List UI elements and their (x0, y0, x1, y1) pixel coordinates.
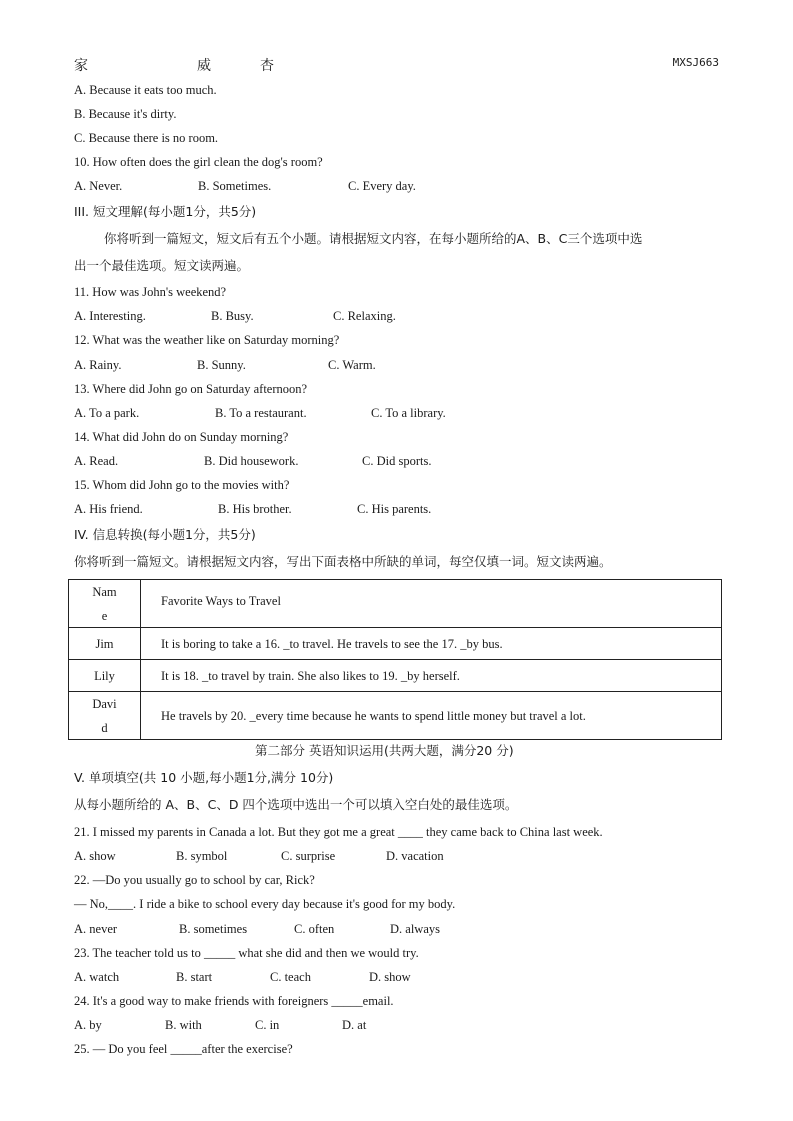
q12-option-c: C. Warm. (328, 358, 376, 372)
table-row (69, 628, 722, 660)
q11-option-b: B. Busy. (211, 309, 254, 323)
q14-option-c: C. Did sports. (362, 454, 432, 468)
q12-option-b: B. Sunny. (197, 358, 246, 372)
header-char-3: 杏 (260, 58, 274, 74)
q23-option-b: B. start (176, 970, 213, 984)
q11-stem: 11. How was John's weekend? (74, 285, 227, 299)
q14-stem: 14. What did John do on Sunday morning? (74, 430, 289, 444)
table-row (69, 692, 722, 740)
table-header-name-part1: Nam (92, 584, 117, 599)
q23-option-d: D. show (369, 970, 411, 984)
table-cell-name-part1: Davi (92, 696, 117, 711)
section3-title: III. 短文理解(每小题1分，共5分) (74, 204, 257, 219)
q11-option-a: A. Interesting. (74, 309, 146, 323)
q21-stem: 21. I missed my parents in Canada a lot. But they got me a great ____ they came back to China last week. (74, 825, 603, 839)
q15-option-c: C. His parents. (357, 502, 432, 516)
q25-stem: 25. — Do you feel _____after the exercise? (74, 1042, 293, 1056)
table-header-row (69, 580, 722, 628)
q24-option-a: A. by (74, 1018, 102, 1032)
header-char-1: 家 (74, 58, 88, 74)
q24-option-d: D. at (342, 1018, 367, 1032)
q21-option-c: C. surprise (281, 849, 336, 863)
table-header-name (69, 580, 141, 628)
q10-option-b: B. Sometimes. (198, 179, 272, 193)
q10-stem: 10. How often does the girl clean the dog's room? (74, 155, 323, 169)
part2-title: 第二部分 英语知识运用(共两大题，满分20 分) (255, 743, 514, 758)
q15-option-b: B. His brother. (218, 502, 292, 516)
section4-instruction: 你将听到一篇短文。请根据短文内容，写出下面表格中所缺的单词，每空仅填一词。短文读两遍。 (74, 554, 612, 569)
q9-option-b: B. Because it's dirty. (74, 107, 177, 121)
header-char-2: 威 (197, 58, 211, 74)
q21-option-a: A. show (74, 849, 116, 863)
table-cell-text: It is 18. _to travel by train. She also likes to 19. _by herself. (141, 660, 722, 692)
q13-option-b: B. To a restaurant. (215, 406, 307, 420)
table-row (69, 660, 722, 692)
travel-table (68, 579, 722, 740)
q22-option-b: B. sometimes (179, 922, 248, 936)
q22-option-d: D. always (390, 922, 440, 936)
q13-stem: 13. Where did John go on Saturday afternoon? (74, 382, 308, 396)
q24-stem: 24. It's a good way to make friends with foreigners _____email. (74, 994, 394, 1008)
q11-option-c: C. Relaxing. (333, 309, 396, 323)
section4-title: IV. 信息转换(每小题1分，共5分) (74, 527, 256, 542)
q23-option-a: A. watch (74, 970, 120, 984)
q10-option-a: A. Never. (74, 179, 123, 193)
q23-option-c: C. teach (270, 970, 311, 984)
q14-option-a: A. Read. (74, 454, 119, 468)
q24-option-b: B. with (165, 1018, 202, 1032)
section5-title: V. 单项填空(共 10 小题,每小题1分,满分 10分) (74, 770, 334, 785)
table-cell-name-part2: d (101, 720, 108, 735)
q9-option-c: C. Because there is no room. (74, 131, 219, 145)
table-cell-text: He travels by 20. _every time because he wants to spend little money but travel a lot. (141, 692, 722, 740)
table-cell-name: Jim (69, 628, 141, 660)
q21-option-d: D. vacation (386, 849, 444, 863)
table-cell-text: It is boring to take a 16. _to travel. He travels to see the 17. _by bus. (141, 628, 722, 660)
table-cell-name: Lily (69, 660, 141, 692)
q23-stem: 23. The teacher told us to _____ what she did and then we would try. (74, 946, 419, 960)
q9-option-a: A. Because it eats too much. (74, 83, 217, 97)
q12-stem: 12. What was the weather like on Saturday morning? (74, 333, 340, 347)
q22-stem-2: — No,____. I ride a bike to school every day because it's good for my body. (74, 897, 456, 911)
section5-instruction: 从每小题所给的 A、B、C、D 四个选项中选出一个可以填入空白处的最佳选项。 (74, 797, 518, 812)
table-header-ways: Favorite Ways to Travel (141, 580, 722, 628)
q22-option-a: A. never (74, 922, 118, 936)
q21-option-b: B. symbol (176, 849, 228, 863)
section3-instruction-1: 你将听到一篇短文，短文后有五个小题。请根据短文内容，在每小题所给的A、B、C三个选项中选 (104, 231, 643, 246)
q15-option-a: A. His friend. (74, 502, 143, 516)
q10-option-c: C. Every day. (348, 179, 416, 193)
q15-stem: 15. Whom did John go to the movies with? (74, 478, 290, 492)
section3-instruction-2: 出一个最佳选项。短文读两遍。 (74, 258, 250, 273)
q22-stem: 22. —Do you usually go to school by car, Rick? (74, 873, 315, 887)
q13-option-a: A. To a park. (74, 406, 140, 420)
q13-option-c: C. To a library. (371, 406, 446, 420)
table-header-name-part2: e (101, 608, 108, 623)
document-code: MXSJ663 (672, 56, 719, 69)
q12-option-a: A. Rainy. (74, 358, 122, 372)
q14-option-b: B. Did housework. (204, 454, 299, 468)
table-cell-name (69, 692, 141, 740)
q24-option-c: C. in (255, 1018, 280, 1032)
q22-option-c: C. often (294, 922, 335, 936)
